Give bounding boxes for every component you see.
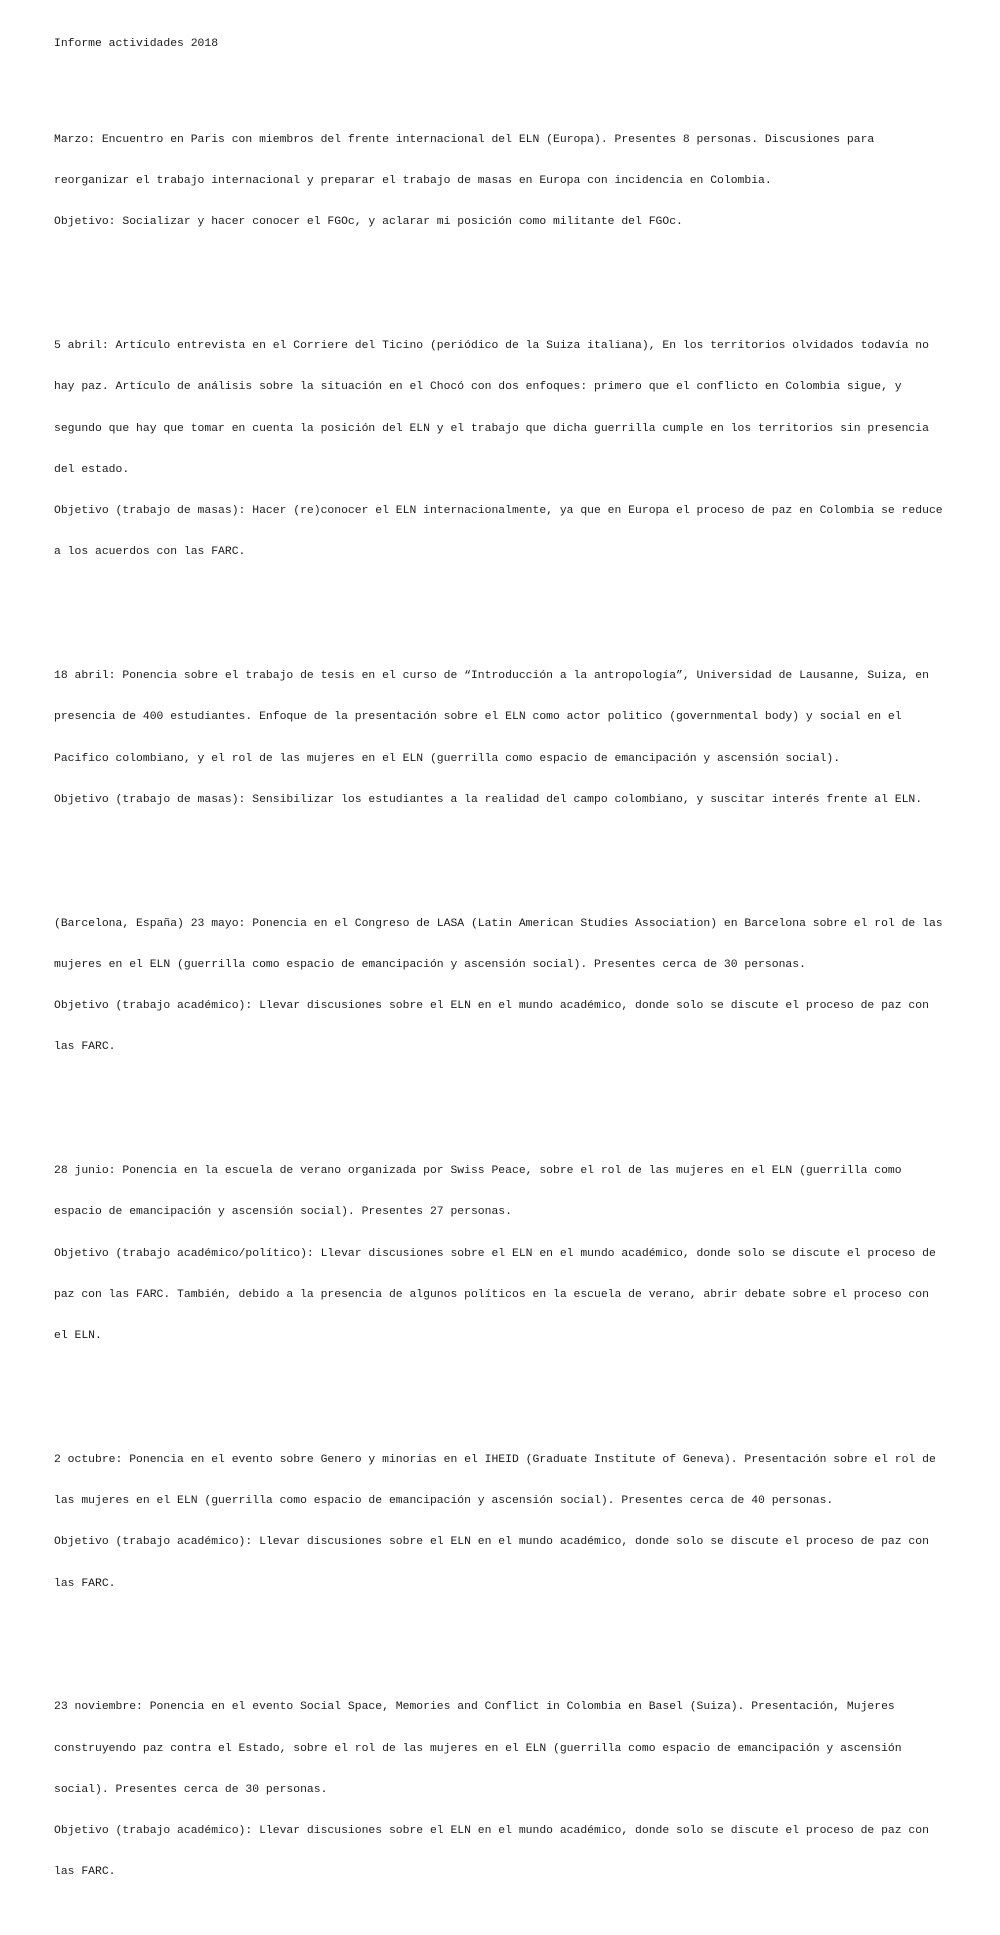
document-page [54, 10, 984, 1935]
entry-line: (Barcelona, España) 23 mayo: Ponencia en el Congreso de LASA (Latin American Studies Association) en Barcelona sobre el rol de las [54, 917, 943, 930]
entry-objective: Objetivo (trabajo de masas): Hacer (re)conocer el ELN internacionalmente, ya que en Europa el proceso de paz en Colombia se reduce [54, 505, 943, 517]
entry-line: social). Presentes cerca de 30 personas. [54, 1783, 328, 1796]
entry-23-mayo [54, 890, 984, 1083]
entry-line: las FARC. [54, 1577, 116, 1590]
entry-line: a los acuerdos con las FARC. [54, 546, 246, 559]
entry-line: el ELN. [54, 1330, 102, 1342]
entry-line: 5 abril: Artículo entrevista en el Corriere del Ticino (periódico de la Suiza italiana), En los territorios olvidados todavía no [54, 340, 929, 352]
entry-line: mujeres en el ELN (guerrilla como espacio de emancipación y ascensión social). Presentes cerca de 30 personas. [54, 958, 806, 971]
document-title: Informe actividades 2018 [54, 37, 219, 50]
entry-line: las mujeres en el ELN (guerrilla como espacio de emancipación y ascensión social). Presentes cerca de 40 personas. [54, 1495, 834, 1507]
entry-28-junio [54, 1138, 984, 1372]
entry-line: las FARC. [54, 1041, 116, 1054]
entry-18-abril [54, 643, 984, 836]
entry-objective: Objetivo: Socializar y hacer conocer el FGOc, y aclarar mi posición como militante del FGOc. [54, 216, 683, 229]
entry-line: 2 octubre: Ponencia en el evento sobre Genero y minorias en el IHEID (Graduate Institute of Geneva). Presentación sobre el rol de [54, 1453, 936, 1466]
entry-line: las FARC. [54, 1866, 116, 1879]
entry-objective: Objetivo (trabajo académico): Llevar discusiones sobre el ELN en el mundo académico, donde solo se discute el proceso de paz con [54, 1825, 929, 1837]
entry-line: espacio de emancipación y ascensión social). Presentes 27 personas. [54, 1206, 512, 1219]
entry-line: Pacifico colombiano, y el rol de las mujeres en el ELN (guerrilla como espacio de emancipación y ascensión social). [54, 752, 841, 765]
entry-line: presencia de 400 estudiantes. Enfoque de la presentación sobre el ELN como actor politico (governmental body) y social en el [54, 711, 902, 724]
entry-objective: Objetivo (trabajo académico): Llevar discusiones sobre el ELN en el mundo académico, donde solo se discute el proceso de paz con [54, 1536, 929, 1549]
entry-5-abril [54, 313, 984, 588]
entry-line: reorganizar el trabajo internacional y preparar el trabajo de masas en Europa con incidencia en Colombia. [54, 175, 772, 187]
entry-line: construyendo paz contra el Estado, sobre el rol de las mujeres en el ELN (guerrilla como espacio de emancipación y ascensión [54, 1742, 902, 1755]
entry-line: 23 noviembre: Ponencia en el evento Social Space, Memories and Conflict in Colombia en Basel (Suiza). Presentación, Mujeres [54, 1701, 895, 1714]
entry-2-octubre [54, 1426, 984, 1619]
entry-line: 18 abril: Ponencia sobre el trabajo de tesis en el curso de “Introducción a la antropología”, Universidad de Lausanne, Suiza, en [54, 670, 929, 682]
entry-23-noviembre [54, 1674, 984, 1908]
entry-line: segundo que hay que tomar en cuenta la posición del ELN y el trabajo que dicha guerrilla cumple en los territorios sin presencia [54, 422, 929, 435]
entry-line: hay paz. Artículo de análisis sobre la situación en el Chocó con dos enfoques: primero que el conflicto en Colombia sigue, y [54, 381, 902, 394]
entry-marzo [54, 106, 984, 257]
entry-objective: Objetivo (trabajo académico): Llevar discusiones sobre el ELN en el mundo académico, donde solo se discute el proceso de paz con [54, 1000, 929, 1012]
entry-line: del estado. [54, 463, 130, 476]
entry-objective: Objetivo (trabajo de masas): Sensibilizar los estudiantes a la realidad del campo colombiano, y suscitar interés frente al ELN. [54, 793, 923, 806]
entry-line: 28 junio: Ponencia en la escuela de verano organizada por Swiss Peace, sobre el rol de las mujeres en el ELN (guerrilla como [54, 1165, 902, 1177]
entry-objective: Objetivo (trabajo académico/político): Llevar discusiones sobre el ELN en el mundo académico, donde solo se discute el proceso de [54, 1247, 936, 1260]
entry-line: Marzo: Encuentro en Paris con miembros del frente internacional del ELN (Europa). Presentes 8 personas. Discusiones para [54, 133, 875, 146]
entry-line: paz con las FARC. También, debido a la presencia de algunos políticos en la escuela de verano, abrir debate sobre el proceso con [54, 1288, 929, 1301]
